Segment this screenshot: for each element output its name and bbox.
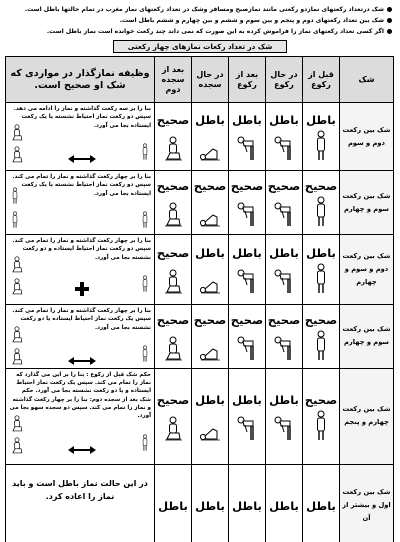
header-row (6, 57, 394, 103)
verdict-text: صحیح (156, 179, 190, 193)
table-row (6, 464, 394, 542)
standing-figure-icon (139, 208, 151, 232)
verdict-text: صحیح (193, 179, 227, 193)
verdict-text: باطل (306, 246, 336, 260)
sitting-figure-icon (9, 411, 25, 455)
table-row (6, 368, 394, 464)
guide-text: بنا را بر چهار رکعت گذاشته و نماز را تمام می کند. سپس دو رکعت نماز احتیاط ایستاده و دو رکعت نشسته بجا می آورد. (12, 238, 151, 261)
bow-posture-icon (266, 196, 302, 228)
stand-posture-icon (303, 263, 339, 295)
plus-icon (75, 282, 89, 296)
verdict-cell (303, 171, 340, 235)
verdict-text: باطل (269, 246, 299, 260)
sit-posture-icon (155, 330, 191, 362)
bullet-icon (387, 29, 392, 34)
verdict-cell (229, 368, 266, 464)
table-row (6, 235, 394, 305)
verdict-cell (303, 235, 340, 305)
prost-posture-icon (192, 330, 228, 362)
verdict-cell (155, 171, 192, 235)
sit-posture-icon (155, 410, 191, 442)
verdict-text: باطل (269, 113, 299, 127)
verdict-cell (266, 368, 303, 464)
guide-cell (6, 305, 155, 369)
verdict-text: صحیح (230, 179, 264, 193)
header-in-ruku: در حال رکوع (266, 57, 303, 103)
double-arrow-icon (68, 154, 96, 164)
guide-illustration (9, 134, 151, 164)
verdict-cell (155, 235, 192, 305)
bow-posture-icon (266, 263, 302, 295)
verdict-text: باطل (232, 113, 262, 127)
guide-illustration (9, 266, 151, 296)
doubt-label: شک بین رکعت دوم و سوم و چهارم (340, 235, 394, 305)
verdict-cell (192, 171, 229, 235)
bow-posture-icon (229, 330, 265, 362)
intro-note: اگر کسی تعداد رکعتهای نماز را فراموش کرده به این صورت که نمی داند چند رکعت خوانده است نماز باطل است. (6, 26, 392, 37)
verdict-cell (155, 368, 192, 464)
intro-note: شک درتعداد رکعتهای نمازدو رکعتی مانند نمازصبح ومسافر وشک در تعداد رکعتهای نماز مغرب در تمام حالتها باطل است. (6, 4, 392, 15)
guide-text: بنا را بر چهار رکعت گذاشته و نماز را تمام می کند. سپس یک رکعت نماز احتیاط ایستاده یا دو رکعت نشسته بجا می آورد. (12, 308, 151, 331)
sit-posture-icon (155, 130, 191, 162)
header-after-sajdah: بعد از سجده دوم (155, 57, 192, 103)
verdict-text: صحیح (193, 312, 227, 327)
guide-text: حکم شک قبل از رکوع : بنا را بر این می گذارد که نماز را تمام می کند. سپس یک رکعت نماز احتیاط ایستاده و یا دو رکعت نشسته بجا می آورد. حکم شک بعد از سجده دوم: بنا را بر چهار رکعت گذاشته و نماز را تمام می کند. سپس دو سجده سهو بجا می آورد. (9, 371, 151, 420)
verdict-cell (266, 305, 303, 369)
header-guide: وظیفه نمازگذار در مواردی که شک او صحیح است. (6, 57, 155, 103)
header-doubt: شک (340, 57, 394, 103)
doubt-label: شک بین رکعت سوم و چهارم (340, 305, 394, 369)
verdict-text: صحیح (230, 312, 264, 327)
guide-illustration (9, 425, 151, 455)
verdict-cell (155, 464, 192, 542)
verdict-text: صحیح (267, 179, 301, 193)
header-in-sajdah: در حال سجده (192, 57, 229, 103)
guide-text: در این حالت نماز باطل است و باید نماز را اعاده کرد. (12, 478, 148, 501)
verdict-text: صحیح (156, 113, 190, 127)
double-arrow-icon (68, 445, 96, 455)
standing-figure-icon (139, 272, 151, 296)
verdict-cell (192, 368, 229, 464)
bow-posture-icon (229, 196, 265, 228)
bow-posture-icon (266, 130, 302, 162)
verdict-text: باطل (306, 499, 336, 514)
sitting-figure-icon (9, 322, 25, 366)
verdict-text: باطل (232, 246, 262, 260)
verdict-cell (155, 305, 192, 369)
guide-cell (6, 368, 155, 464)
verdict-cell (192, 305, 229, 369)
verdict-text: باطل (269, 499, 299, 514)
verdict-text: باطل (306, 113, 336, 127)
doubt-label: شک بین رکعت دوم و سوم (340, 103, 394, 171)
verdict-cell (266, 171, 303, 235)
verdict-text: باطل (158, 499, 188, 514)
intro-notes (6, 4, 394, 37)
sitting-figure-icon (9, 252, 25, 296)
standing-figure-icon (9, 184, 21, 232)
header-after-ruku: بعد از رکوع (229, 57, 266, 103)
verdict-text: باطل (232, 392, 262, 407)
verdict-cell (229, 305, 266, 369)
verdict-cell (155, 103, 192, 171)
verdict-cell (192, 235, 229, 305)
verdict-text: باطل (195, 246, 225, 260)
prost-posture-icon (192, 263, 228, 295)
verdict-cell (303, 103, 340, 171)
verdict-text: صحیح (156, 246, 190, 260)
verdict-cell (303, 305, 340, 369)
verdict-cell (303, 368, 340, 464)
bow-posture-icon (229, 130, 265, 162)
guide-cell (6, 103, 155, 171)
doubt-label: شک بین رکعت اول و بیشتر از آن (340, 464, 394, 542)
verdict-text: صحیح (304, 392, 338, 407)
verdict-text: صحیح (156, 312, 190, 327)
prost-posture-icon (192, 130, 228, 162)
bow-posture-icon (266, 330, 302, 362)
guide-illustration (9, 202, 151, 232)
verdict-text: صحیح (304, 179, 338, 193)
verdict-text: باطل (195, 392, 225, 407)
header-before-ruku: قبل از رکوع (303, 57, 340, 103)
verdict-cell (229, 171, 266, 235)
verdict-text: باطل (232, 499, 262, 514)
verdict-text: باطل (195, 113, 225, 127)
verdict-cell (229, 464, 266, 542)
verdict-cell (192, 103, 229, 171)
bow-posture-icon (266, 410, 302, 442)
bullet-icon (387, 7, 392, 12)
verdict-cell (266, 464, 303, 542)
guide-illustration (9, 336, 151, 366)
prost-posture-icon (192, 196, 228, 228)
stand-posture-icon (303, 196, 339, 228)
verdict-text: صحیح (304, 312, 338, 327)
sit-posture-icon (155, 263, 191, 295)
prost-posture-icon (192, 410, 228, 442)
verdict-text: صحیح (267, 312, 301, 327)
verdict-text: باطل (269, 392, 299, 407)
table-row (6, 305, 394, 369)
bullet-icon (387, 18, 392, 23)
stand-posture-icon (303, 330, 339, 362)
doubt-label: شک بین رکعت چهارم و پنجم (340, 368, 394, 464)
sit-posture-icon (155, 196, 191, 228)
doubt-rules-table (5, 56, 394, 542)
verdict-cell (266, 235, 303, 305)
standing-figure-icon (139, 431, 151, 455)
verdict-cell (303, 464, 340, 542)
stand-posture-icon (303, 410, 339, 442)
guide-text: بنا را بر چهار رکعت گذاشته و نماز را تمام می کند. سپس دو رکعت نماز احتیاط نشسته یا یک رکعت ایستاده بجا می آورد. (12, 174, 151, 197)
sitting-figure-icon (9, 120, 25, 164)
intro-note: شک بین تعداد رکعتهای دوم و پنجم و بین سوم و ششم و بین چهارم و ششم باطل است. (6, 15, 392, 26)
guide-text: بنا را بر سه رکعت گذاشته و نماز را ادامه می دهد. سپس دو رکعت نماز احتیاط نشسته یا یک رکعت ایستاده بجا می آورد. (13, 106, 151, 129)
standing-figure-icon (139, 342, 151, 366)
standing-figure-icon (139, 140, 151, 164)
table-title: شک در تعداد رکعات نمازهای چهار رکعتی (6, 40, 394, 53)
verdict-cell (266, 103, 303, 171)
doubt-label: شک بین رکعت سوم و چهارم (340, 171, 394, 235)
bow-posture-icon (229, 410, 265, 442)
verdict-text: صحیح (156, 392, 190, 407)
table-row (6, 103, 394, 171)
guide-cell (6, 171, 155, 235)
table-row (6, 171, 394, 235)
verdict-cell (192, 464, 229, 542)
verdict-cell (229, 235, 266, 305)
guide-cell (6, 235, 155, 305)
guide-cell (6, 464, 155, 542)
double-arrow-icon (68, 356, 96, 366)
verdict-text: باطل (195, 499, 225, 514)
stand-posture-icon (303, 130, 339, 162)
verdict-cell (229, 103, 266, 171)
bow-posture-icon (229, 263, 265, 295)
